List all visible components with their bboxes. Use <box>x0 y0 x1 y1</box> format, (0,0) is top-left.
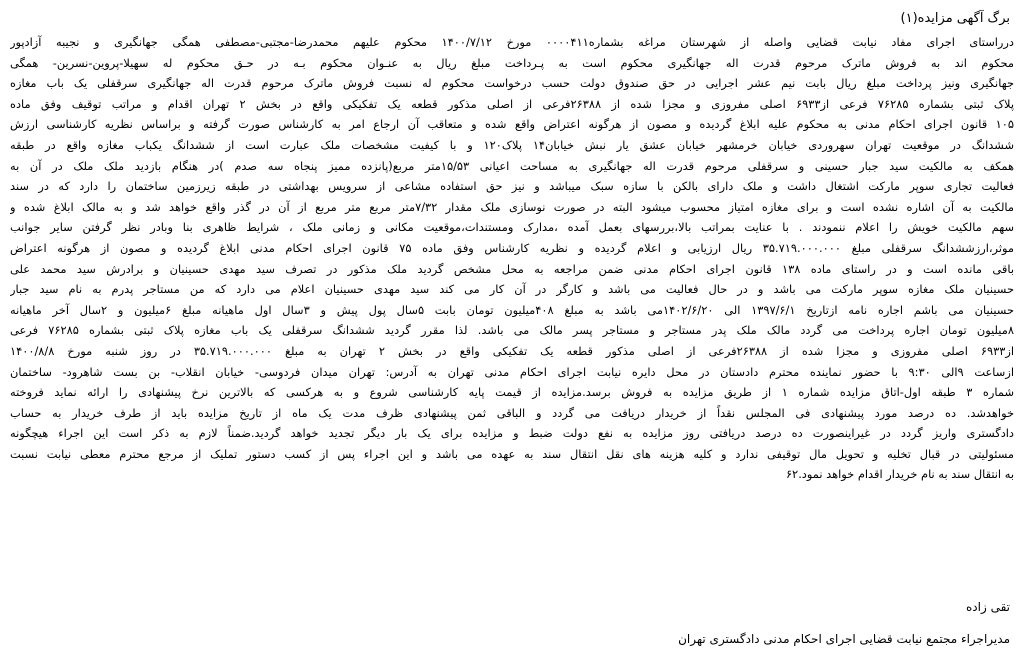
signer-name: تقی زاده <box>966 600 1010 614</box>
notice-body <box>10 32 1014 485</box>
notice-title: برگ آگهی مزایده(۱) <box>900 11 1010 26</box>
notice-line: ششدانگ در موقعیت تهران سهروردی خیابان خرمشهر خیابان عشق یار نبش خیابان۱۴ پلاک۱۲۰ و با کیفیت مشخصات ملک عبارت است از ششدانگ یکباب مغازه واقع در طبقه <box>10 137 1014 152</box>
notice-line: باقی مانده است و در راستای ماده ۱۳۸ قانون اجرای احکام مدنی ضمن مراجعه به محل مشخص گردید ملک مذکور در تصرف سید مهدی حسینیان و برادرش سید محمد علی <box>10 261 1014 276</box>
notice-line: دادگستری واریز گردد در غیراینصورت ده درصد دریافتی روز مزایده به نفع دولت ضبط و مزایده برای یک بار دیگر تجدید خواهد گردید.ضمناً لازم به ذکر است این اجراء هیچگونه <box>10 426 1014 441</box>
notice-line: شماره ۳ طبقه اول-اتاق مزایده شماره ۱ از طریق مزایده به فروش برسد.مزایده از قیمت پایه کارشناسی شروع و به هرکسی که بالاترین نرخ پیشنهادی را ارائه نماید فروخته <box>10 385 1014 400</box>
notice-line: فعالیت تجاری سوپر مارکت اشتغال داشت و ملک دارای بالکن با سازه سبک میباشد و نیز حق استفاده مشاعی از سرویس بهداشتی در طبقه زیرزمین ساختمان را دارد که در سند <box>10 179 1014 194</box>
notice-line: حسینیان ملک مغازه سوپر مارکت می باشد و در حال فعالیت می باشد و کارگر در آن کار می کند سید مهدی حسینیان اعلام می دارد که من مستاجر پدرم به نام سید جبار <box>10 282 1014 297</box>
signer-office: مدیراجراء مجتمع نیابت قضایی اجرای احکام مدنی دادگستری تهران <box>678 632 1010 646</box>
notice-line: به انتقال سند به نام خریدار اقدام خواهد نمود.۶۲ <box>785 467 1014 482</box>
notice-line: موثر،ارزششدانگ سرقفلی مبلغ ۳۵.۷۱۹.۰۰۰.۰۰۰ ریال ارزیابی و اعلام گردیده و نظریه کارشناس وفق ماده ۷۵ قانون اجرای احکام مدنی ابلاغ گردیده و مصون از هرگونه اعتراض <box>10 240 1014 255</box>
notice-line: درراستای اجرای مفاد نیابت قضایی واصله از شهرستان مراغه بشماره۰۰۰۰۴۱۱ مورخ ۱۴۰۰/۷/۱۲ محکوم علیهم محمدرضا-مجتبی-مصطفی همگی جهانگیری و نجیبه آزادپور <box>10 35 1014 49</box>
notice-line: حسینیان می باشم اجاره نامه ازتاریخ ۱۳۹۷/۶/۱ الی ۱۴۰۲/۶/۲۰می باشد به مبلغ ۴۰۸میلیون تومان بابت ۵سال پول پیش و ۳سال اول ماهیانه مبلغ ۶میلیون و ۲سال آخر ماهیانه <box>10 302 1014 317</box>
notice-line: مسئولیتی در قبال تخلیه و تحویل مال توقیفی ندارد و کلیه هزینه های نقل انتقال سند به عهده می باشد و این اجراء پس از کسب دستور تملیک از مرجع محترم معطی نیابت نسبت <box>10 446 1014 461</box>
notice-line: خواهدشد. ده درصد مورد پیشنهادی فی المجلس نقداً از خریدار دریافت می گردد و الباقی ثمن پیشنهادی ظرف مدت یک ماه از تاریخ مزایده باید از طرف خریدار به حساب <box>10 405 1014 420</box>
notice-line: محکوم اند به فروش ماترک مرحوم قدرت اله جهانگیری محکوم است به پـرداخت مبلغ ریال به عنـوان محکوم بـه در حـق محکوم له سهیلا-پروین-نسرین- همگی <box>10 55 1014 70</box>
notice-line: ازساعت ۹الی ۹:۳۰ با حضور نماینده محترم دادستان در محل دایره نیابت اجرای احکام مدنی تهران به آدرس: تهران میدان فردوسی- خیابان انقلاب- بن بست شاهرود- ساختمان <box>10 364 1014 379</box>
notice-line: سهم مالکیت خویش را اعلام ننمودند . با عنایت بمراتب بالا،بررسهای بعمل آمده ،مدارک ومستندات،موقعیت مکانی و زمانی ملک ، شرایط ظاهری بنا وبادر نظر گرفتن سایر جوانب <box>10 220 1014 235</box>
notice-line: همکف به مالکیت سید جبار حسینی و سرقفلی مرحوم قدرت اله جهانگیری به مساحت اعیانی ۱۵/۵۳متر مربع(پانزده ممیز پنجاه سه صدم )در هنگام بازدید ملک ملک در آن به <box>10 158 1014 173</box>
notice-line: پلاک ثبتی بشماره ۷۶۲۸۵ فرعی از۶۹۳۳ اصلی مفروزی و مجزا شده از ۲۶۳۸۸فرعی از اصلی مذکور قطعه یک تفکیکی واقع در بخش ۲ تهران اقدام و مراتب توقیف وفق ماده <box>10 96 1014 111</box>
notice-line: مالکیت به آن اشاره نشده است و برای مغازه امتیاز محسوب میشود البته در صورت نوسازی ملک مقدار ۷/۳۲متر مربع متر مربع از آن در گذر واقع خواهد شد و به مالک ابلاغ شده و <box>10 199 1014 214</box>
notice-line: ۸میلیون تومان اجاره پرداخت می گردد مالک ملک پدر مستاجر و مستاجر پسر مالک می باشد. لذا مقرر گردید ششدانگ سرقفلی یک باب مغازه پلاک ثبتی بشماره ۷۶۲۸۵ فرعی <box>10 323 1014 338</box>
notice-line: از۶۹۳۳ اصلی مفروزی و مجزا شده از ۲۶۳۸۸فرعی از اصلی مذکور قطعه یک تفکیکی واقع در بخش ۲ تهران به مبلغ ۳۵.۷۱۹.۰۰۰.۰۰۰ در روز شنبه مورخ ۱۴۰۰/۸/۸ <box>10 343 1014 358</box>
notice-line: جهانگیری ونیز پرداخت مبلغ ریال بابت نیم عشر اجرایی در حق صندوق دولت حسب درخواست محکوم له نسبت فروش ماترک مرحوم قدرت اله جهانگیری سرقفلی یک باب مغازه <box>10 76 1014 91</box>
notice-line: ۱۰۵ قانون اجرای احکام مدنی به محکوم علیه ابلاغ گردیده و مصون از هرگونه اعتراض واقع شده و متعاقب آن ارجاع امر به کارشناس صورت گرفته و براساس نظریه کارشناسی ارزش <box>10 117 1014 132</box>
